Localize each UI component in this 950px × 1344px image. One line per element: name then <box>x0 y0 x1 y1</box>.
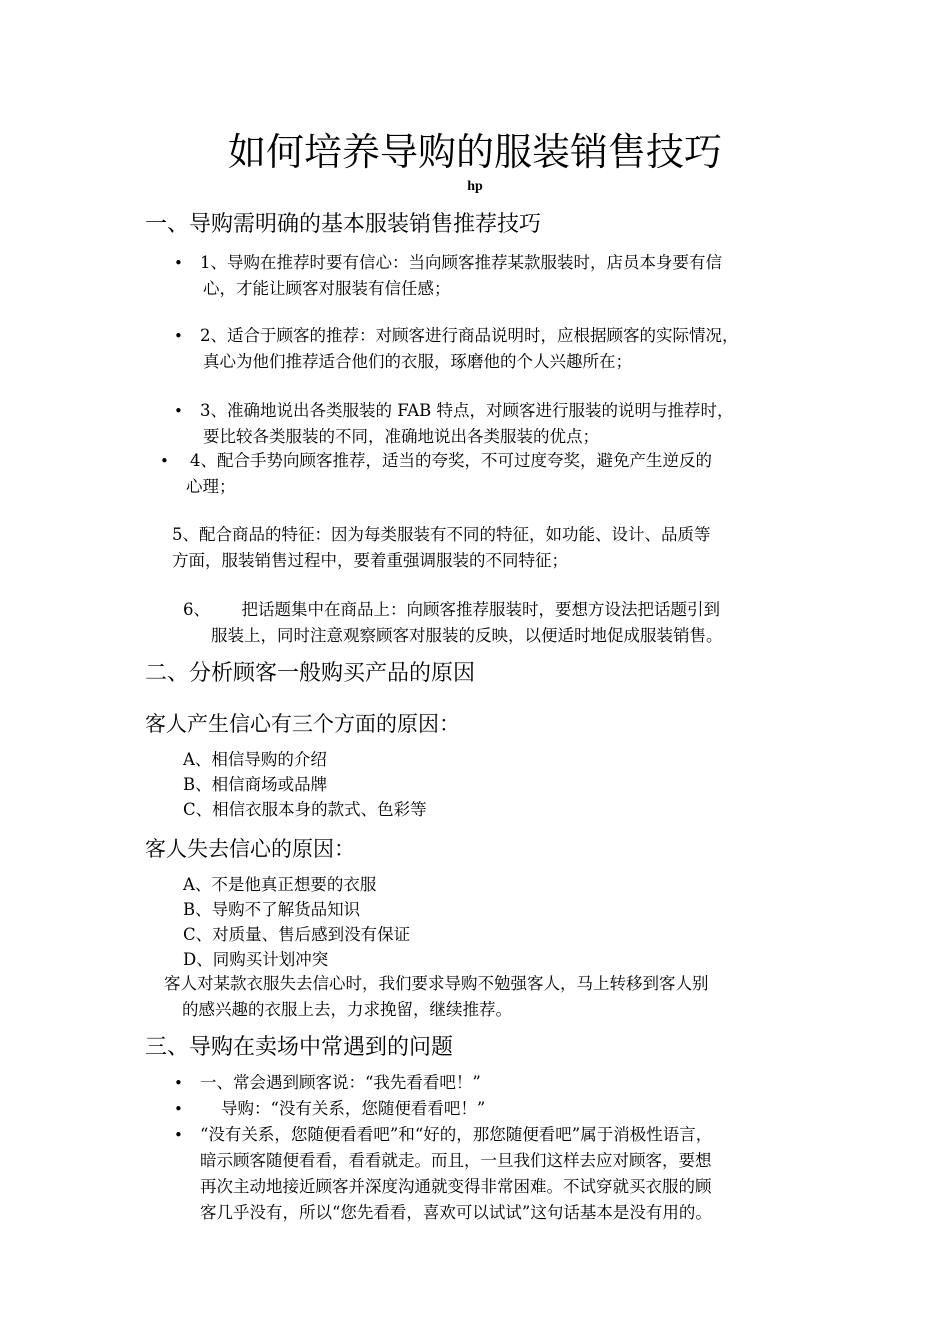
lose-note <box>164 971 709 1023</box>
list-item <box>200 1096 485 1122</box>
list-item-line: 要比较各类服装的不同，准确地说出各类服装的优点； <box>203 427 599 446</box>
list-item <box>183 597 723 649</box>
list-item-line: 暗示顾客随便看看，看看就走。而且，一旦我们这样去应对顾客，要想 <box>200 1151 712 1170</box>
list-item-line: “没有关系，您随便看看吧”和“好的，那您随便看吧”属于消极性语言， <box>200 1125 713 1144</box>
note-line: 客人对某款衣服失去信心时，我们要求导购不勉强客人，马上转移到客人别 <box>164 974 709 993</box>
list-item <box>200 1122 712 1226</box>
bullet-icon: • <box>174 1074 183 1092</box>
note-line: 的感兴趣的衣服上去，力求挽留，继续推荐。 <box>182 1000 512 1019</box>
list-item <box>186 448 712 500</box>
list-item-line: 心，才能让顾客对服装有信任感； <box>203 279 451 298</box>
list-item-line: 2、适合于顾客的推荐：对顾客进行商品说明时，应根据顾客的实际情况， <box>200 326 739 345</box>
list-item: D、同购买计划冲突 <box>183 950 329 969</box>
list-item-line: 5、配合商品的特征：因为每类服装有不同的特征，如功能、设计、品质等 <box>172 525 711 544</box>
list-item <box>200 250 722 302</box>
section-1-heading: 一、导购需明确的基本服装销售推荐技巧 <box>145 212 542 237</box>
lose-heading: 客人失去信心的原因： <box>145 837 355 861</box>
list-item: A、相信导购的介绍 <box>183 750 327 769</box>
list-item <box>172 522 711 574</box>
list-item <box>200 323 739 375</box>
list-item: A、不是他真正想要的衣服 <box>183 875 377 894</box>
list-item-line: 6、 把话题集中在商品上：向顾客推荐服装时，要想方设法把话题引到 <box>183 600 720 619</box>
list-item-line: 真心为他们推荐适合他们的衣服，琢磨他的个人兴趣所在； <box>203 352 632 371</box>
list-item-line: 再次主动地接近顾客并深度沟通就变得非常困难。不试穿就买衣服的顾 <box>200 1177 712 1196</box>
list-item-line: 服装上，同时注意观察顾客对服装的反映，以便适时地促成服装销售。 <box>211 626 723 645</box>
bullet-icon: • <box>174 254 183 272</box>
bullet-icon: • <box>160 452 169 470</box>
list-item-line: 一、常会遇到顾客说：“我先看看吧！” <box>200 1073 481 1092</box>
list-item <box>200 1070 481 1096</box>
bullet-icon: • <box>174 1100 183 1118</box>
list-item: C、对质量、售后感到没有保证 <box>183 925 411 944</box>
list-item-line: 客几乎没有，所以“您先看看，喜欢可以试试”这句话基本是没有用的。 <box>200 1203 712 1222</box>
list-item-line: 导购：“没有关系，您随便看看吧！” <box>200 1099 486 1118</box>
list-item-line: 心理； <box>186 477 236 496</box>
list-item-line: 1、导购在推荐时要有信心：当向顾客推荐某款服装时，店员本身要有信 <box>200 253 722 272</box>
list-item-line: 4、配合手势向顾客推荐，适当的夸奖，不可过度夸奖，避免产生逆反的 <box>190 451 712 470</box>
page-title: 如何培养导购的服装销售技巧 <box>227 130 722 174</box>
trust-heading: 客人产生信心有三个方面的原因： <box>145 712 460 736</box>
section-3-heading: 三、导购在卖场中常遇到的问题 <box>145 1035 454 1060</box>
author: hp <box>467 179 483 194</box>
bullet-icon: • <box>174 1126 183 1144</box>
list-item-line: 方面，服装销售过程中，要着重强调服装的不同特征； <box>172 551 568 570</box>
list-item-line: 3、准确地说出各类服装的 FAB 特点，对顾客进行服装的说明与推荐时， <box>200 401 734 420</box>
list-item: C、相信衣服本身的款式、色彩等 <box>183 800 427 819</box>
section-2-heading: 二、分析顾客一般购买产品的原因 <box>145 661 476 686</box>
bullet-icon: • <box>174 327 183 345</box>
list-item <box>200 398 734 450</box>
list-item: B、导购不了解货品知识 <box>183 900 361 919</box>
list-item: B、相信商场或品牌 <box>183 775 328 794</box>
bullet-icon: • <box>174 402 183 420</box>
